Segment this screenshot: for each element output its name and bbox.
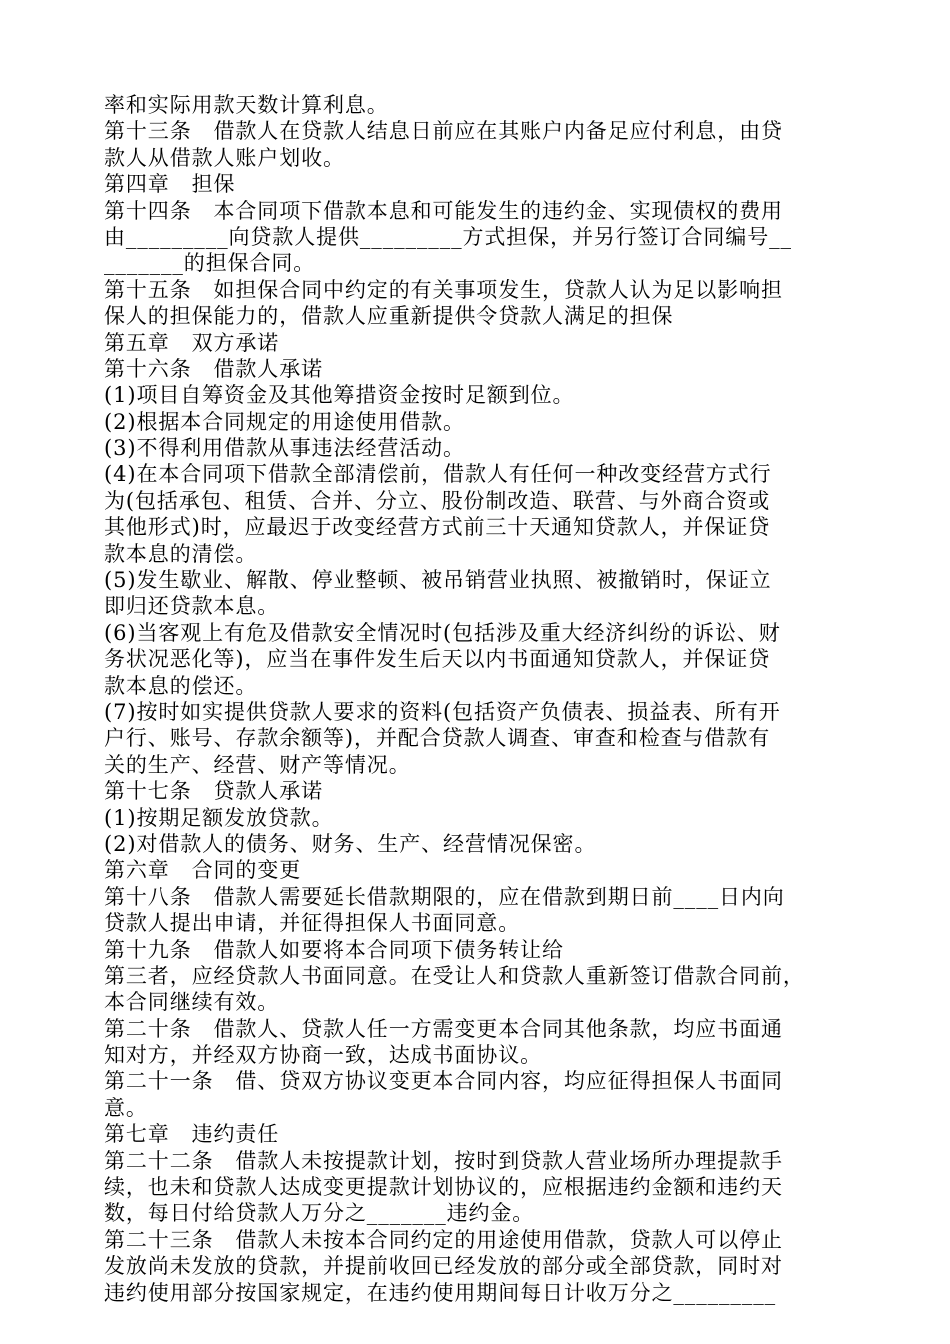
list-item: (3)不得利用借款从事违法经营活动。 xyxy=(104,436,465,461)
text-line: 为(包括承包、租赁、合并、分立、股份制改造、联营、与外商合资或 xyxy=(104,488,771,513)
list-item: (6)当客观上有危及借款安全情况时(包括涉及重大经济纠纷的诉讼、财 xyxy=(104,620,781,645)
list-item: (5)发生歇业、解散、停业整顿、被吊销营业执照、被撤销时，保证立 xyxy=(104,568,772,593)
text-line: 发放尚未发放的贷款，并提前收回已经发放的部分或全部贷款，同时对 xyxy=(104,1254,783,1279)
text-line: 户行、账号、存款余额等)，并配合贷款人调查、审查和检查与借款有 xyxy=(104,726,771,751)
text-line: 即归还贷款本息。 xyxy=(104,594,280,619)
chapter-heading: 第五章 双方承诺 xyxy=(104,330,280,355)
text-line: 第二十三条 借款人未按本合同约定的用途使用借款，贷款人可以停止 xyxy=(104,1227,783,1252)
list-item: (1)按期足额发放贷款。 xyxy=(104,805,334,830)
text-line: 第十八条 借款人需要延长借款期限的，应在借款到期日前____日内向 xyxy=(104,884,785,909)
list-item: (2)对借款人的债务、财务、生产、经营情况保密。 xyxy=(104,831,597,856)
text-line: 由_________向贷款人提供_________方式担保，并另行签订合同编号__ xyxy=(104,224,792,249)
text-line: _______的担保合同。 xyxy=(104,251,316,276)
text-line: 第十六条 借款人承诺 xyxy=(104,356,323,381)
text-line: 款人从借款人账户划收。 xyxy=(104,145,345,170)
text-line: 违约使用部分按国家规定，在违约使用期间每日计收万分之_________ xyxy=(104,1280,776,1305)
list-item: (1)项目自筹资金及其他筹措资金按时足额到位。 xyxy=(104,383,575,408)
text-line: 保人的担保能力的，借款人应重新提供令贷款人满足的担保 xyxy=(104,304,674,329)
text-line: 续，也未和贷款人达成变更提款计划协议的，应根据违约金额和违约天 xyxy=(104,1175,783,1200)
text-line: 贷款人提出申请，并征得担保人书面同意。 xyxy=(104,911,521,936)
text-line: 数，每日付给贷款人万分之_______违约金。 xyxy=(104,1201,535,1226)
text-line: 第十五条 如担保合同中约定的有关事项发生，贷款人认为足以影响担 xyxy=(104,277,783,302)
text-line: 第三者，应经贷款人书面同意。在受让人和贷款人重新签订借款合同前， xyxy=(104,963,805,988)
text-line: 第二十条 借款人、贷款人任一方需变更本合同其他条款，均应书面通 xyxy=(104,1016,783,1041)
chapter-heading: 第四章 担保 xyxy=(104,172,236,197)
text-line: 第十七条 贷款人承诺 xyxy=(104,779,323,804)
text-line: 其他形式)时，应最迟于改变经营方式前三十天通知贷款人，并保证贷 xyxy=(104,515,771,540)
list-item: (2)根据本合同规定的用途使用借款。 xyxy=(104,409,465,434)
text-line: 第二十一条 借、贷双方协议变更本合同内容，均应征得担保人书面同 xyxy=(104,1069,783,1094)
text-line: 第十三条 借款人在贷款人结息日前应在其账户内备足应付利息，由贷 xyxy=(104,119,783,144)
text-line: 款本息的偿还。 xyxy=(104,673,258,698)
chapter-heading: 第七章 违约责任 xyxy=(104,1122,280,1147)
text-line: 关的生产、经营、财产等情况。 xyxy=(104,752,411,777)
text-line: 知对方，并经双方协商一致，达成书面协议。 xyxy=(104,1043,542,1068)
text-line: 意。 xyxy=(104,1095,148,1120)
list-item: (4)在本合同项下借款全部清偿前，借款人有任何一种改变经营方式行 xyxy=(104,462,772,487)
text-line: 本合同继续有效。 xyxy=(104,990,280,1015)
text-line: 款本息的清偿。 xyxy=(104,541,258,566)
list-item: (7)按时如实提供贷款人要求的资料(包括资产负债表、损益表、所有开 xyxy=(104,699,781,724)
chapter-heading: 第六章 合同的变更 xyxy=(104,858,302,883)
text-line: 第十九条 借款人如要将本合同项下债务转让给 xyxy=(104,937,564,962)
text-line: 率和实际用款天数计算利息。 xyxy=(104,93,389,117)
document-body xyxy=(104,92,856,1306)
text-line: 第二十二条 借款人未按提款计划，按时到贷款人营业场所办理提款手 xyxy=(104,1148,783,1173)
text-line: 务状况恶化等)，应当在事件发生后天以内书面通知贷款人，并保证贷 xyxy=(104,647,771,672)
text-line: 第十四条 本合同项下借款本息和可能发生的违约金、实现债权的费用 xyxy=(104,198,783,223)
